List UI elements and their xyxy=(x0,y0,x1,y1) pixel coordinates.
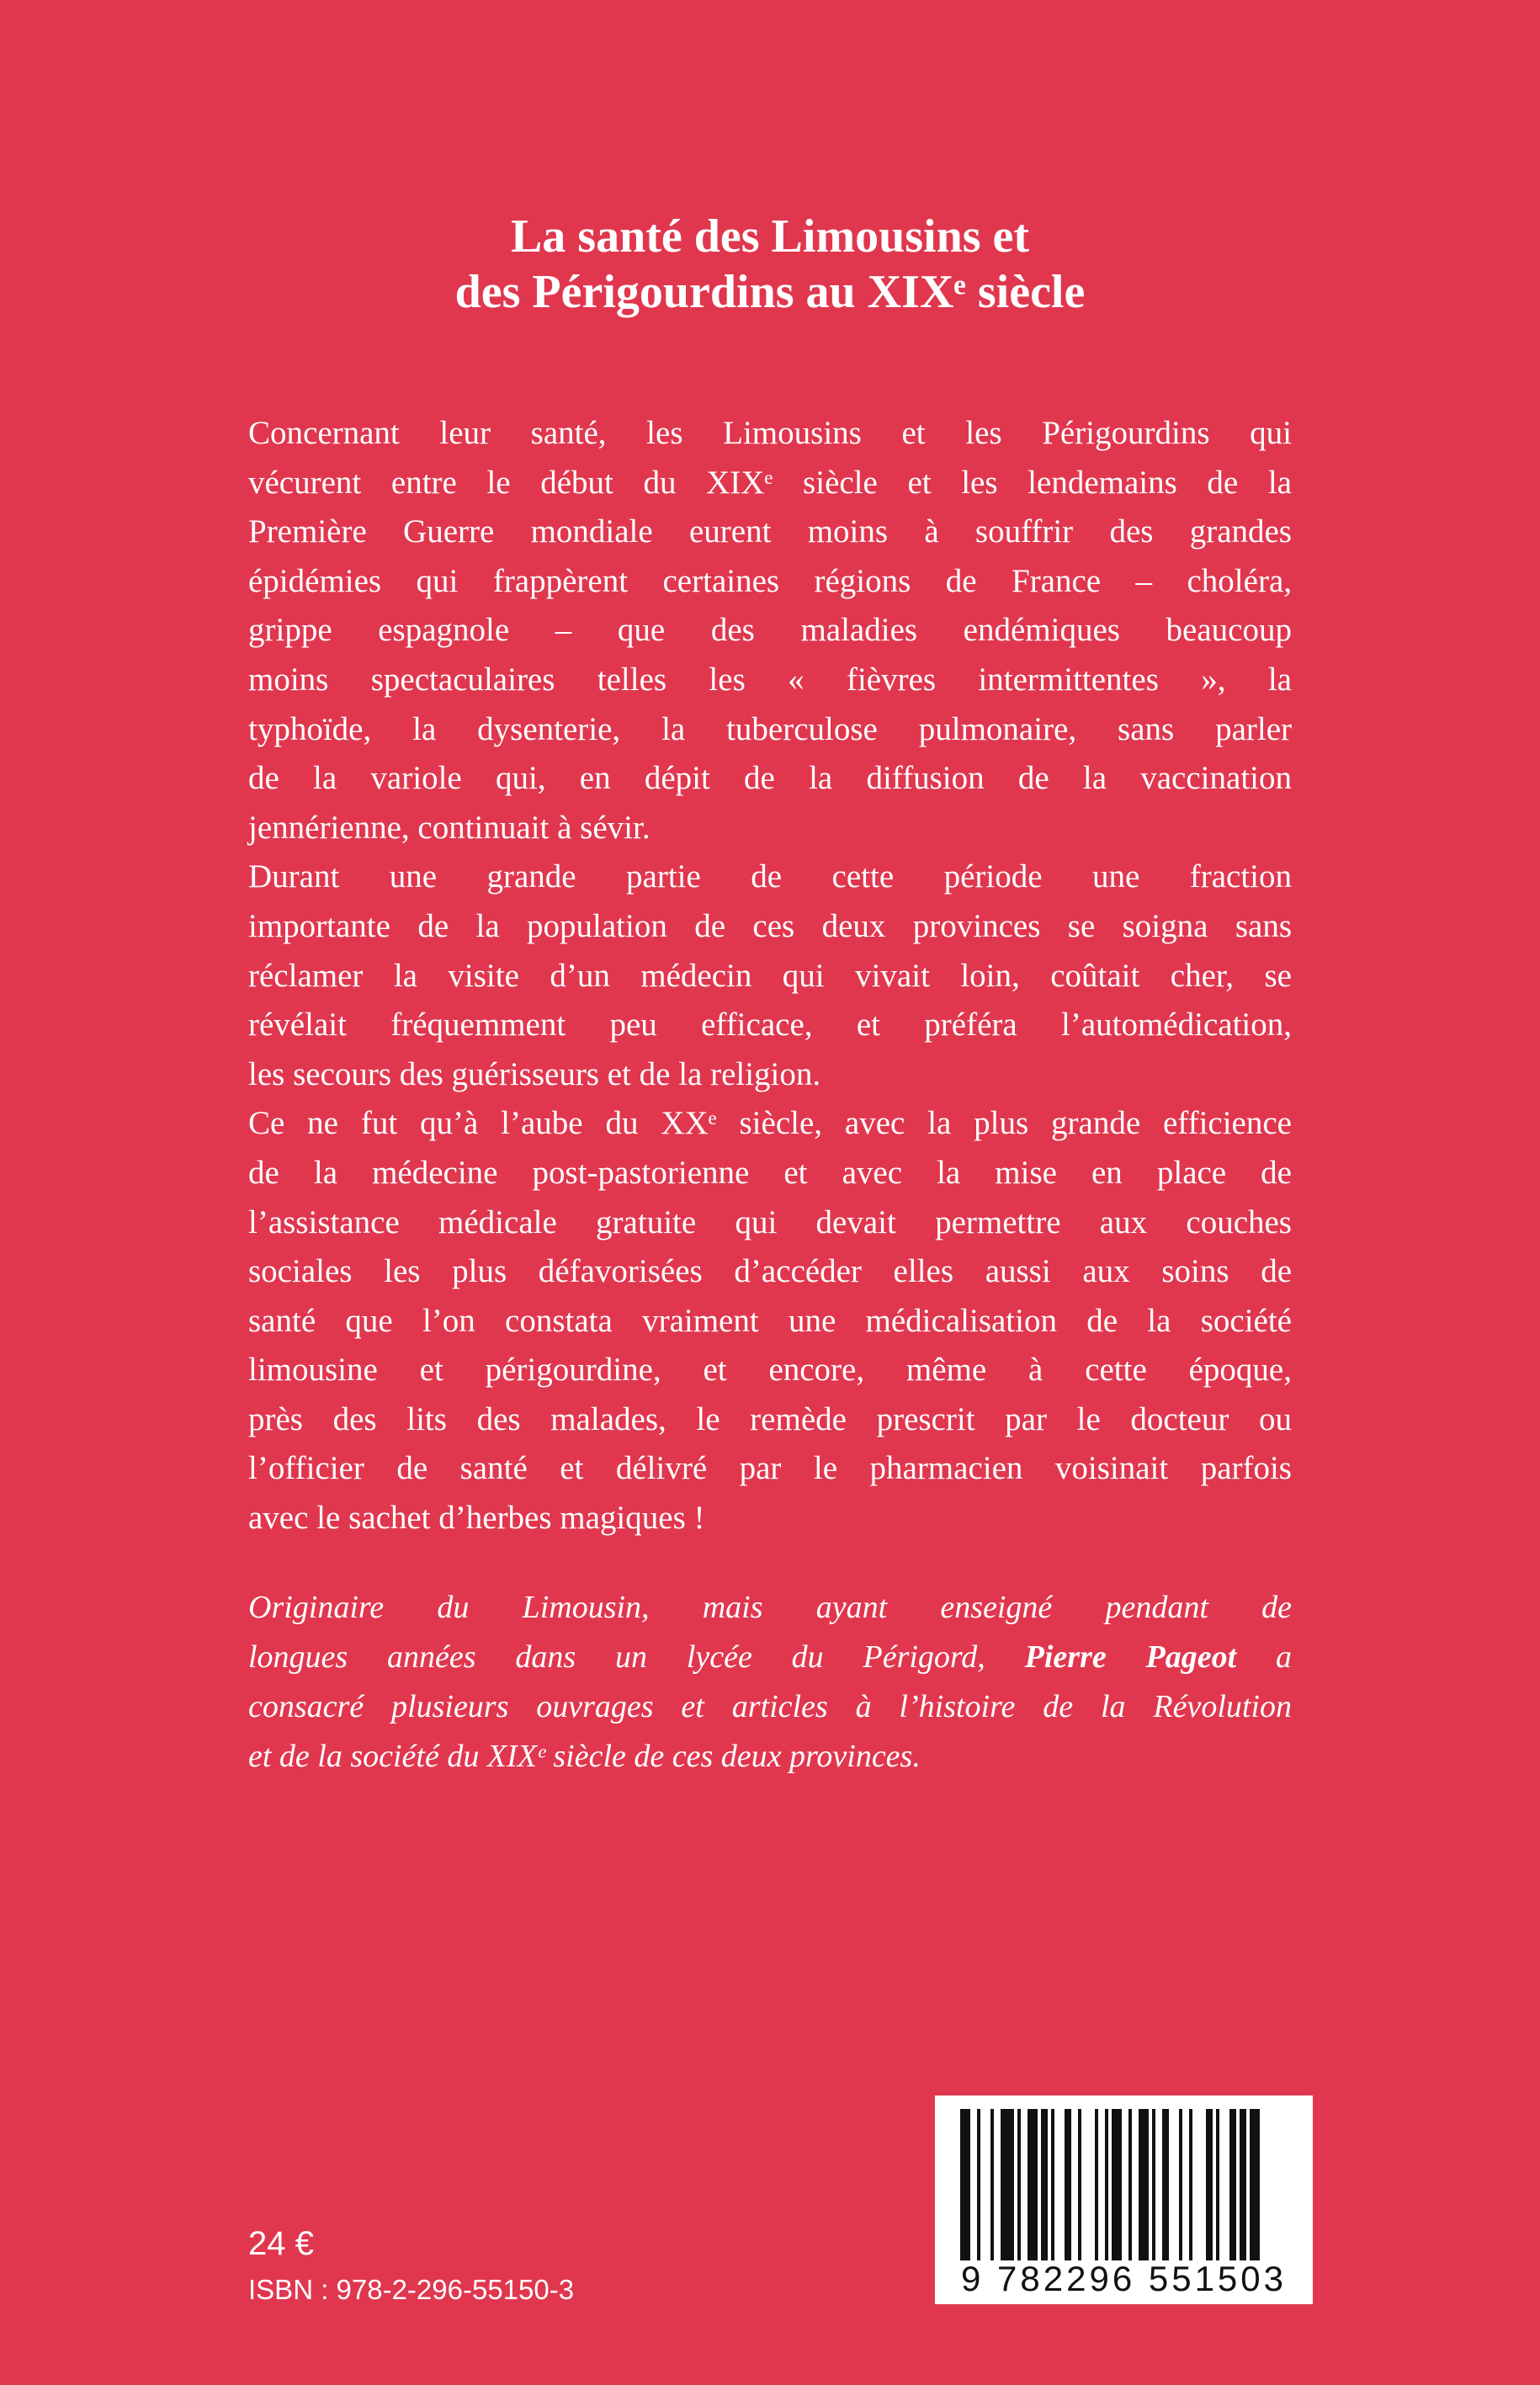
blurb-line: grippe espagnole – que des maladies endémiques beaucoup xyxy=(248,612,1292,649)
barcode-bar xyxy=(1229,2109,1236,2260)
barcode-bar xyxy=(1078,2109,1081,2260)
barcode-bar xyxy=(1051,2109,1054,2260)
barcode-bar xyxy=(1041,2109,1048,2260)
bio-line: Originaire du Limousin, mais ayant enseigné pendant de xyxy=(248,1590,1292,1625)
blurb-line: jennérienne, continuait à sévir. xyxy=(248,809,651,846)
bio-line xyxy=(248,1633,1292,1682)
barcode-bar xyxy=(977,2109,980,2260)
barcode-bar xyxy=(1095,2109,1098,2260)
barcode-bar xyxy=(1179,2109,1182,2260)
blurb-line: révélait fréquemment peu efficace, et préféra l’automédication, xyxy=(248,1007,1292,1044)
blurb-line: limousine et périgourdine, et encore, même à cette époque, xyxy=(248,1352,1292,1389)
barcode-bar xyxy=(1017,2109,1021,2260)
barcode-bar xyxy=(1189,2109,1192,2260)
title-line: des Périgourdins au XIXᵉ siècle xyxy=(454,266,1086,318)
blurb-line: près des lits des malades, le remède prescrit par le docteur ou xyxy=(248,1400,1292,1437)
blurb-line: épidémies qui frappèrent certaines régions de France – choléra, xyxy=(248,562,1292,599)
barcode-digits: 9 782296 551503 xyxy=(961,2259,1287,2298)
blurb-line: moins spectaculaires telles les « fièvres intermittentes », la xyxy=(248,661,1292,698)
blurb-line: Concernant leur santé, les Limousins et les Périgourdins qui xyxy=(248,415,1292,451)
bio-line: et de la société du XIXᵉ siècle de ces deux provinces. xyxy=(248,1739,921,1774)
blurb xyxy=(248,409,1292,1543)
blurb-line: Première Guerre mondiale eurent moins à souffrir des grandes xyxy=(248,513,1292,550)
barcode-bar xyxy=(1112,2109,1122,2260)
blurb-line: réclamer la visite d’un médecin qui vivait loin, coûtait cher, se xyxy=(248,957,1292,994)
barcode-bar xyxy=(1162,2109,1169,2260)
bio-line: consacré plusieurs ouvrages et articles à l’histoire de la Révolution xyxy=(248,1689,1292,1724)
blurb-line: l’officier de santé et délivré par le pharmacien voisinait parfois xyxy=(248,1450,1292,1487)
blurb-line: Durant une grande partie de cette période une fraction xyxy=(248,858,1292,895)
barcode-bar xyxy=(1128,2109,1132,2260)
barcode-bar xyxy=(1065,2109,1071,2260)
blurb-line: de la médecine post-pastorienne et avec la mise en place de xyxy=(248,1154,1292,1191)
blurb-line: de la variole qui, en dépit de la diffusion de la vaccination xyxy=(248,760,1292,797)
blurb-line: vécurent entre le début du XIXᵉ siècle et les lendemains de la xyxy=(248,464,1292,501)
barcode-bar xyxy=(1240,2109,1246,2260)
isbn: ISBN : 978-2-296-55150-3 xyxy=(248,2274,575,2305)
barcode-bar xyxy=(960,2109,970,2260)
author-name: Pierre Pageot xyxy=(1024,1639,1237,1675)
blurb-line: importante de la population de ces deux provinces se soigna sans xyxy=(248,907,1292,944)
barcode-bar xyxy=(1028,2109,1038,2260)
book-title xyxy=(0,209,1540,320)
blurb-line: Ce ne fut qu’à l’aube du XXᵉ siècle, avec la plus grande efficience xyxy=(248,1105,1292,1142)
barcode-bar xyxy=(1001,2109,1014,2260)
title-line: La santé des Limousins et xyxy=(510,210,1030,263)
blurb-line: sociales les plus défavorisées d’accéder elles aussi aux soins de xyxy=(248,1253,1292,1290)
barcode-bar xyxy=(990,2109,994,2260)
barcode-bar xyxy=(1105,2109,1108,2260)
price: 24 € xyxy=(248,2225,314,2262)
blurb-line: l’assistance médicale gratuite qui devait permettre aux couches xyxy=(248,1203,1292,1240)
barcode-bar xyxy=(1152,2109,1155,2260)
author-bio xyxy=(248,1583,1292,1782)
blurb-line: avec le sachet d’herbes magiques ! xyxy=(248,1500,705,1537)
bio-text: a xyxy=(1236,1639,1292,1675)
barcode-bar xyxy=(1216,2109,1219,2260)
barcode-bar xyxy=(1206,2109,1213,2260)
barcode-bar xyxy=(1139,2109,1149,2260)
blurb-line: santé que l’on constata vraiment une médicalisation de la société xyxy=(248,1302,1292,1339)
bio-text: longues années dans un lycée du Périgord, xyxy=(248,1639,1025,1675)
barcode-bar xyxy=(1250,2109,1260,2260)
blurb-line: typhoïde, la dysenterie, la tuberculose pulmonaire, sans parler xyxy=(248,710,1292,747)
barcode xyxy=(935,2096,1313,2304)
blurb-line: les secours des guérisseurs et de la religion. xyxy=(248,1055,821,1092)
barcode-bars xyxy=(960,2109,1288,2260)
